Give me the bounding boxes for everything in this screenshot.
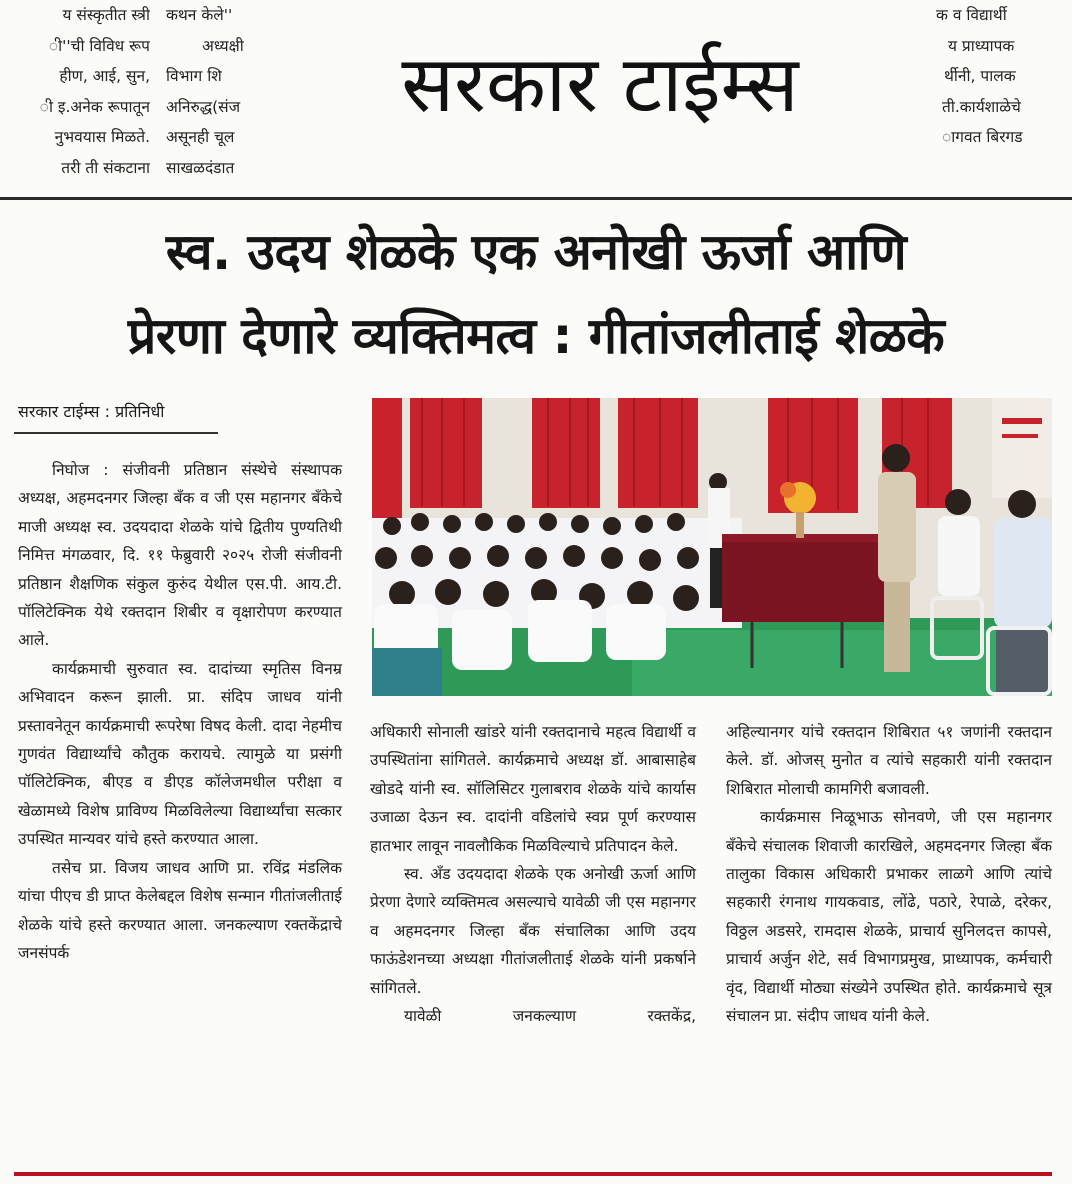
headline-line-1: स्व. उदय शेळके एक अनोखी ऊर्जा आणि: [165, 223, 907, 281]
snippet-middle: [166, 0, 294, 183]
snippet-line: अनिरुद्ध(संज: [166, 97, 241, 116]
snippet-left: [0, 0, 150, 183]
snippet-line: क व विद्यार्थी: [936, 6, 1007, 24]
snippet-line: विभाग शि: [166, 67, 222, 85]
masthead-rule: [0, 197, 1072, 200]
paragraph: यावेळी जनकल्याण रक्तकेंद्र,: [404, 1007, 696, 1026]
event-photo-illustration: [372, 398, 1052, 696]
snippet-line: अध्यक्षी: [202, 36, 244, 55]
snippet-line: साखळदंडात: [166, 158, 235, 177]
event-photo: [372, 398, 1052, 696]
snippet-line: हीण, आई, सुन,: [59, 67, 150, 85]
masthead-title: सरकार टाईम्स: [401, 40, 799, 130]
snippet-line: असूनही चूल: [166, 128, 235, 146]
paragraph: स्व. अँड उदयदादा शेळके एक अनोखी ऊर्जा आणि प्रेरणा देणारे व्यक्तिमत्व असल्याचे यावेळी जी एस महानगर व अहमदनगर जिल्हा बँक संचालिका आणि उदय फाऊंडेशनच्या अध्यक्षा गीतांजलीताई शेळके यांनी प्रकर्षाने सांगितले.: [370, 865, 696, 997]
headline-line-2: प्रेरणा देणारे व्यक्तिमत्व : गीतांजलीताई शेळके: [127, 307, 945, 365]
article-column-1: [18, 456, 342, 967]
snippet-line: य संस्कृतीत स्त्री: [62, 6, 150, 24]
byline-rule: [14, 432, 218, 434]
snippet-line: ी''ची विविध रूप: [48, 36, 150, 55]
paragraph: कार्यक्रमास निळूभाऊ सोनवणे, जी एस महानगर बँकेचे संचालक शिवाजी कारखिले, अहमदनगर जिल्हा बँक तालुका विकास अधिकारी प्रभाकर लाळगे आणि त्यांचे सहकारी रंगनाथ गायकवाड, लोंढे, पठारे, रेपाळे, दरेकर, विठ्ठल अडसरे, रामदास शेळके, प्राचार्य सुनिलदत्त कापसे, प्राचार्य अर्जुन शेटे, सर्व विभागप्रमुख, प्राध्यापक, कर्मचारी वृंद, विद्यार्थी मोठ्या संख्येने उपस्थित होते. कार्यक्रमाचे सूत्र संचालन प्रा. संदीप जाधव यांनी केले.: [726, 808, 1052, 1026]
snippet-right: [918, 0, 1058, 153]
paragraph: निघोज : संजीवनी प्रतिष्ठान संस्थेचे संस्थापक अध्यक्ष, अहमदनगर जिल्हा बँक व जी एस महानगर बँकेचे माजी अध्यक्ष स्व. उदयदादा शेळके यांचे द्वितीय पुण्यतिथी निमित्त मंगळवार, दि. ११ फेब्रुवारी २०२५ रोजी संजीवनी प्रतिष्ठान शैक्षणिक संकुल कुरुंद येथील एस.पी. आय.टी. पॉलिटेक्निक येथे रक्तदान शिबीर व वृक्षारोपण करण्यात आले.: [18, 461, 342, 650]
paragraph: अधिकारी सोनाली खांडरे यांनी रक्तदानाचे महत्व विद्यार्थी व उपस्थितांना सांगितले. कार्यक्रमाचे अध्यक्ष डॉ. आबासाहेब खोडदे यांनी स्व. सॉलिसिटर गुलाबराव शेळके यांचे कार्यास उजाळा देऊन स्व. दादांनी वडिलांचे स्वप्न पूर्ण करण्यास हातभार लावून नावलौकिक मिळविल्याचे प्रतिपादन केले.: [370, 723, 696, 855]
snippet-line: य प्राध्यापक: [948, 36, 1015, 55]
paragraph: अहिल्यानगर यांचे रक्तदान शिबिरात ५१ जणांनी रक्तदान केले. डॉ. ओजस् मुनोत व त्यांचे सहकारी यांनी रक्तदान शिबिरात मोलाची कामगिरी बजावली.: [726, 723, 1052, 798]
snippet-line: नुभवयास मिळते.: [54, 128, 150, 146]
snippet-line: ागवत बिरगड: [942, 128, 1023, 146]
snippet-line: तरी ती संकटाना: [61, 158, 150, 177]
snippet-line: ी इ.अनेक रूपातून: [39, 97, 150, 116]
snippet-line: र्थीनी, पालक: [944, 67, 1016, 85]
snippet-line: ती.कार्यशाळेचे: [942, 97, 1021, 116]
byline: सरकार टाईम्स : प्रतिनिधी: [18, 402, 165, 421]
bottom-red-rule: [14, 1172, 1052, 1176]
article-column-2: [370, 718, 696, 1030]
snippet-line: कथन केले'': [166, 6, 233, 24]
article-column-3: [726, 718, 1052, 1030]
paragraph: तसेच प्रा. विजय जाधव आणि प्रा. रविंद्र मंडलिक यांचा पीएच डी प्राप्त केलेबद्दल विशेष सन्मान गीतांजलीताई शेळके यांचे हस्ते करण्यात आला. जनकल्याण रक्तकेंद्राचे जनसंपर्क: [18, 858, 342, 962]
paragraph: कार्यक्रमाची सुरुवात स्व. दादांच्या स्मृतिस विनम्र अभिवादन करून झाली. प्रा. संदिप जाधव यांनी प्रस्तावनेतून कार्यक्रमाची रूपरेषा विषद केली. दादा नेहमीच गुणवंत विद्यार्थ्यांचे कौतुक करायचे. त्यामुळे या प्रसंगी पॉलिटेक्निक, बीएड व डीएड कॉलेजमधील परीक्षा व खेळामध्ये विशेष प्राविण्य मिळविलेल्या विद्यार्थ्यांचा सत्कार उपस्थित मान्यवर यांचे हस्ते करण्यात आला.: [18, 659, 342, 849]
